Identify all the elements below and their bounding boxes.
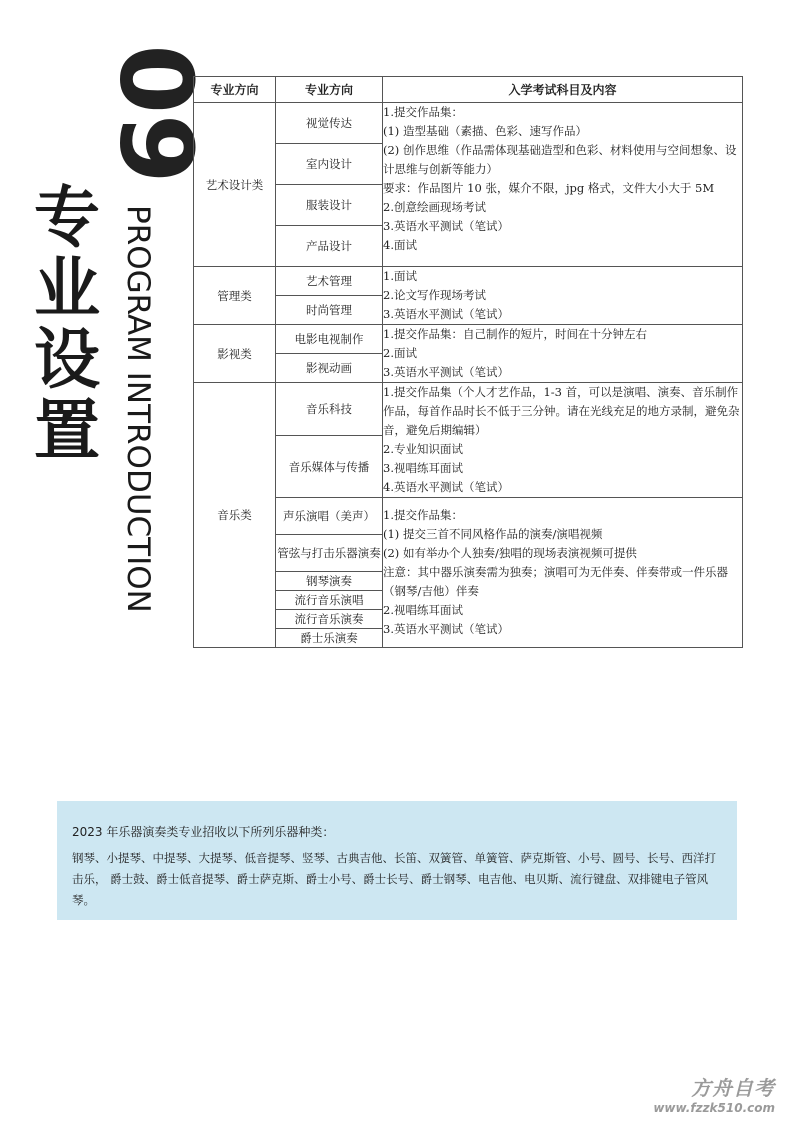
major-cell: 影视动画 xyxy=(276,354,383,383)
header-category: 专业方向 xyxy=(194,77,276,103)
major-cell: 管弦与打击乐器演奏 xyxy=(276,535,383,572)
watermark-logo: 方舟自考 xyxy=(691,1076,775,1100)
table-row xyxy=(194,498,743,535)
major-cell: 钢琴演奏 xyxy=(276,572,383,591)
category-cell: 音乐类 xyxy=(194,383,276,648)
major-cell: 流行音乐演奏 xyxy=(276,610,383,629)
table-header-row xyxy=(194,77,743,103)
category-cell: 管理类 xyxy=(194,267,276,325)
info-title: 2023 年乐器演奏类专业招收以下所列乐器种类： xyxy=(72,825,335,839)
header-requirements: 入学考试科目及内容 xyxy=(383,77,743,103)
section-number: 09 xyxy=(97,44,215,184)
major-cell: 时尚管理 xyxy=(276,296,383,325)
header-major: 专业方向 xyxy=(276,77,383,103)
requirements-cell: 1.提交作品集： (1) 造型基础（素描、色彩、速写作品） (2) 创作思维（作品需体现基础造型和色彩、材料使用与空间想象、设计思维与创新等能力） 要求：作品图片 10 张，媒介不限，jpg 格式，文件大小大于 5M 2.创意绘画现场考试 3.英语水平测试（笔试） 4.面试 xyxy=(383,103,743,267)
major-cell: 声乐演唱（美声） xyxy=(276,498,383,535)
watermark xyxy=(653,1072,775,1115)
major-cell: 艺术管理 xyxy=(276,267,383,296)
major-cell: 电影电视制作 xyxy=(276,325,383,354)
category-cell: 艺术设计类 xyxy=(194,103,276,267)
major-cell: 爵士乐演奏 xyxy=(276,629,383,648)
category-cell: 影视类 xyxy=(194,325,276,383)
table-row xyxy=(194,103,743,144)
major-cell: 音乐科技 xyxy=(276,383,383,436)
requirements-cell: 1.提交作品集：自己制作的短片，时间在十分钟左右 2.面试 3.英语水平测试（笔试） xyxy=(383,325,743,383)
requirements-cell: 1.提交作品集： (1) 提交三首不同风格作品的演奏/演唱视频 (2) 如有举办个人独奏/独唱的现场表演视频可提供 注意：其中器乐演奏需为独奏；演唱可为无伴奏、伴奏带或一件乐器（钢琴/吉他）伴奏 2.视唱练耳面试 3.英语水平测试（笔试） xyxy=(383,498,743,648)
major-cell: 流行音乐演唱 xyxy=(276,591,383,610)
requirements-cell: 1.面试 2.论文写作现场考试 3.英语水平测试（笔试） xyxy=(383,267,743,325)
table-row xyxy=(194,383,743,436)
watermark-url: www.fzzk510.com xyxy=(653,1101,775,1115)
info-body: 钢琴、小提琴、中提琴、大提琴、低音提琴、竖琴、古典吉他、长笛、双簧管、单簧管、萨克斯管、小号、圆号、长号、西洋打击乐， 爵士鼓、爵士低音提琴、爵士萨克斯、爵士小号、爵士长号、爵士钢琴、电吉他、电贝斯、流行键盘、双排键电子管风琴。 xyxy=(72,851,716,907)
major-cell: 服装设计 xyxy=(276,185,383,226)
table-row xyxy=(194,325,743,354)
major-cell: 音乐媒体与传播 xyxy=(276,436,383,498)
major-cell: 产品设计 xyxy=(276,226,383,267)
program-table xyxy=(193,76,743,648)
section-title-cn: 专业设置 xyxy=(34,179,100,469)
instrument-info-box xyxy=(57,801,737,920)
major-cell: 室内设计 xyxy=(276,144,383,185)
section-title-en: PROGRAM INTRODUCTION xyxy=(120,205,156,613)
requirements-cell: 1.提交作品集（个人才艺作品，1-3 首，可以是演唱、演奏、音乐制作作品，每首作品时长不低于三分钟。请在光线充足的地方录制，避免杂音，避免后期编辑） 2.专业知识面试 3.视唱练耳面试 4.英语水平测试（笔试） xyxy=(383,383,743,498)
major-cell: 视觉传达 xyxy=(276,103,383,144)
table-row xyxy=(194,267,743,296)
